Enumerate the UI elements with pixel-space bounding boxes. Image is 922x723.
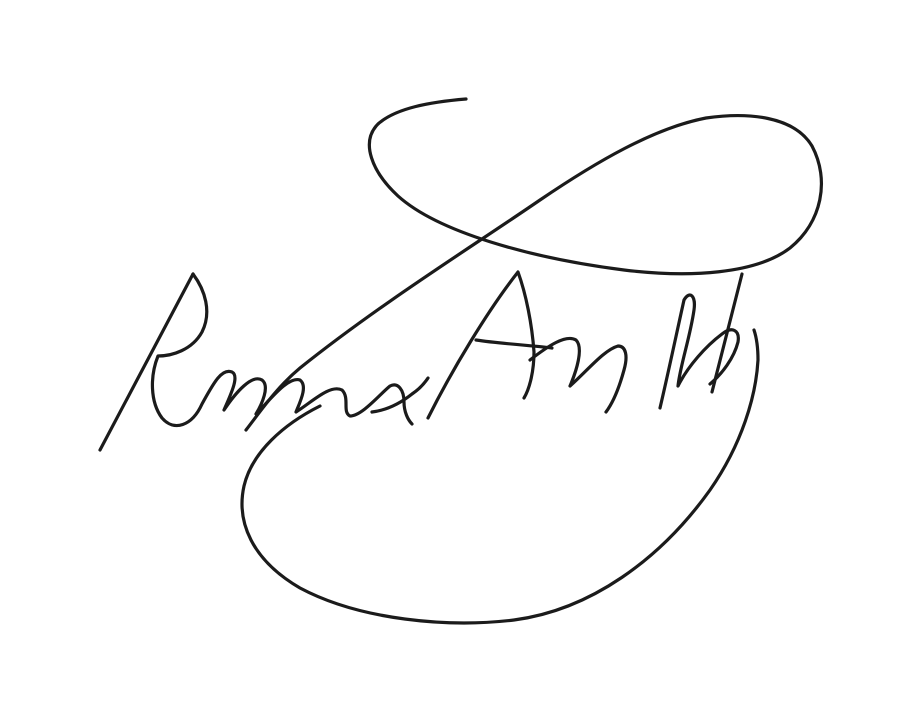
- signature-stroke-first-word: [152, 274, 412, 426]
- signature-stroke-final-letter: [660, 295, 738, 408]
- signature-stroke-second-word-humps: [530, 338, 626, 412]
- signature-stroke-initial-diagonal: [100, 274, 193, 450]
- signature-stroke-second-word-crossbar: [476, 340, 552, 348]
- signature-stroke-top-loop: [246, 99, 821, 430]
